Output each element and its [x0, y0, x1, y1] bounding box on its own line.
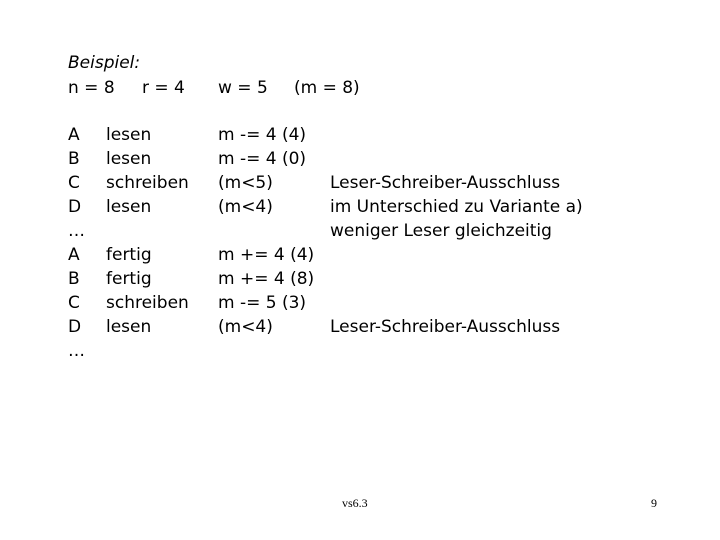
note-line: weniger Leser gleichzeitig [330, 221, 552, 241]
row-process: C [68, 173, 80, 193]
row-ellipsis: … [68, 341, 85, 361]
page-number: 9 [651, 496, 657, 510]
note-line: Leser-Schreiber-Ausschluss [330, 173, 561, 193]
param-w: w = 5 [218, 78, 268, 98]
row-ellipsis: … [68, 221, 85, 241]
row-process: D [68, 317, 82, 337]
note-line: im Unterschied zu Variante a) [330, 197, 583, 217]
row-effect: m += 4 (4) [218, 245, 315, 265]
row-process: B [68, 149, 80, 169]
row-action: lesen [106, 125, 152, 145]
row-process: D [68, 197, 82, 217]
row-process: A [68, 245, 80, 265]
row-effect: m -= 4 (0) [218, 149, 307, 169]
row-action: schreiben [106, 293, 189, 313]
row-effect: m -= 5 (3) [218, 293, 307, 313]
row-action: fertig [106, 245, 152, 265]
note-line: Leser-Schreiber-Ausschluss [330, 317, 561, 337]
param-r: r = 4 [142, 78, 185, 98]
row-action: lesen [106, 149, 152, 169]
row-effect: (m<4) [218, 197, 273, 217]
row-action: fertig [106, 269, 152, 289]
param-m: (m = 8) [294, 78, 360, 98]
row-effect: (m<4) [218, 317, 273, 337]
row-effect: (m<5) [218, 173, 273, 193]
row-action: schreiben [106, 173, 189, 193]
row-process: B [68, 269, 80, 289]
footer-source: vs6.3 [342, 496, 368, 510]
row-action: lesen [106, 197, 152, 217]
row-action: lesen [106, 317, 152, 337]
row-process: A [68, 125, 80, 145]
row-process: C [68, 293, 80, 313]
row-effect: m -= 4 (4) [218, 125, 307, 145]
param-n: n = 8 [68, 78, 115, 98]
row-effect: m += 4 (8) [218, 269, 315, 289]
example-label: Beispiel: [68, 53, 141, 73]
